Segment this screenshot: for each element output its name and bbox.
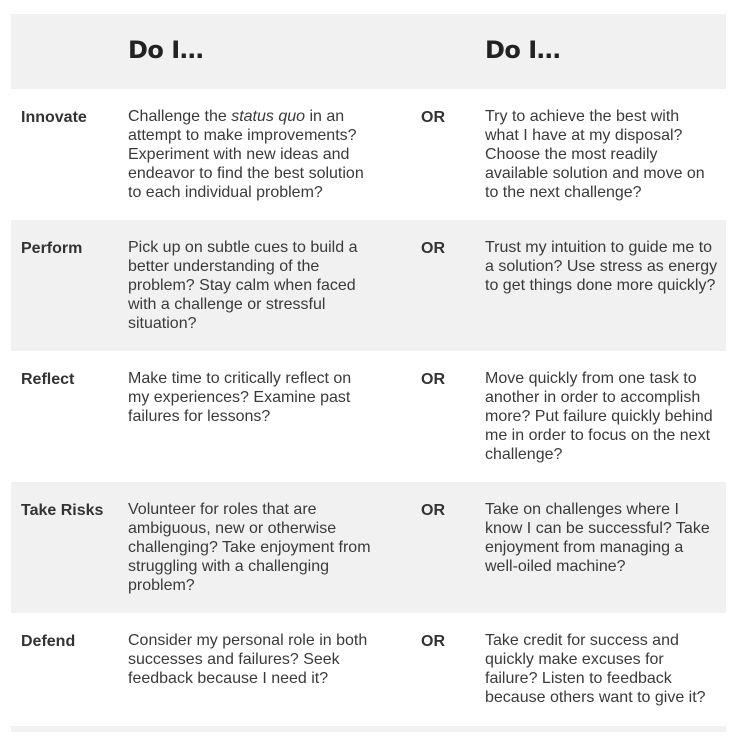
row-label: Take Risks bbox=[21, 502, 104, 519]
row-label: Defend bbox=[21, 633, 76, 650]
left-option-text: Consider my personal role in both successes and failures? Seek feedback because I need it? bbox=[128, 632, 368, 687]
status-quo-italic: status quo bbox=[231, 108, 306, 125]
or-separator: OR bbox=[421, 109, 445, 126]
or-separator: OR bbox=[421, 371, 445, 388]
or-separator: OR bbox=[421, 502, 445, 519]
table-row-take-risks bbox=[11, 482, 726, 613]
table-row-perform bbox=[11, 220, 726, 351]
row-label: Perform bbox=[21, 240, 83, 257]
table-row-defend bbox=[11, 613, 726, 744]
right-option-text: Trust my intuition to guide me to a solution? Use stress as energy to get things done more quickly? bbox=[485, 239, 718, 294]
left-option-text: Pick up on subtle cues to build a better understanding of the problem? Stay calm when faced with a challenge or stressful situation? bbox=[128, 239, 358, 332]
comparison-table bbox=[11, 14, 726, 744]
left-column-heading: Do I… bbox=[128, 36, 204, 64]
left-option-text: Volunteer for roles that are ambiguous, new or otherwise challenging? Take enjoyment from struggling with a challenging problem? bbox=[128, 501, 371, 594]
left-option-text: Challenge the status quo in an attempt to make improvements? Experiment with new ideas and endeavor to find the best solution to each individual problem? bbox=[128, 108, 364, 201]
row-label: Reflect bbox=[21, 371, 75, 388]
left-option-text: Make time to critically reflect on my experiences? Examine past failures for lessons? bbox=[128, 370, 352, 425]
table-header-row bbox=[11, 14, 726, 89]
table-row-innovate bbox=[11, 89, 726, 220]
right-option-text: Move quickly from one task to another in order to accomplish more? Put failure quickly behind me in order to focus on the next challenge? bbox=[485, 370, 713, 463]
right-column-heading: Do I… bbox=[485, 36, 561, 64]
right-option-text: Take credit for success and quickly make excuses for failure? Listen to feedback because others want to give it? bbox=[485, 632, 706, 706]
table-bottom-band bbox=[11, 726, 726, 732]
or-separator: OR bbox=[421, 633, 445, 650]
right-option-text: Try to achieve the best with what I have at my disposal? Choose the most readily available solution and move on to the next challenge? bbox=[485, 108, 705, 201]
right-option-text: Take on challenges where I know I can be successful? Take enjoyment from managing a well-oiled machine? bbox=[485, 501, 710, 575]
row-label: Innovate bbox=[21, 109, 87, 126]
or-separator: OR bbox=[421, 240, 445, 257]
table-row-reflect bbox=[11, 351, 726, 482]
